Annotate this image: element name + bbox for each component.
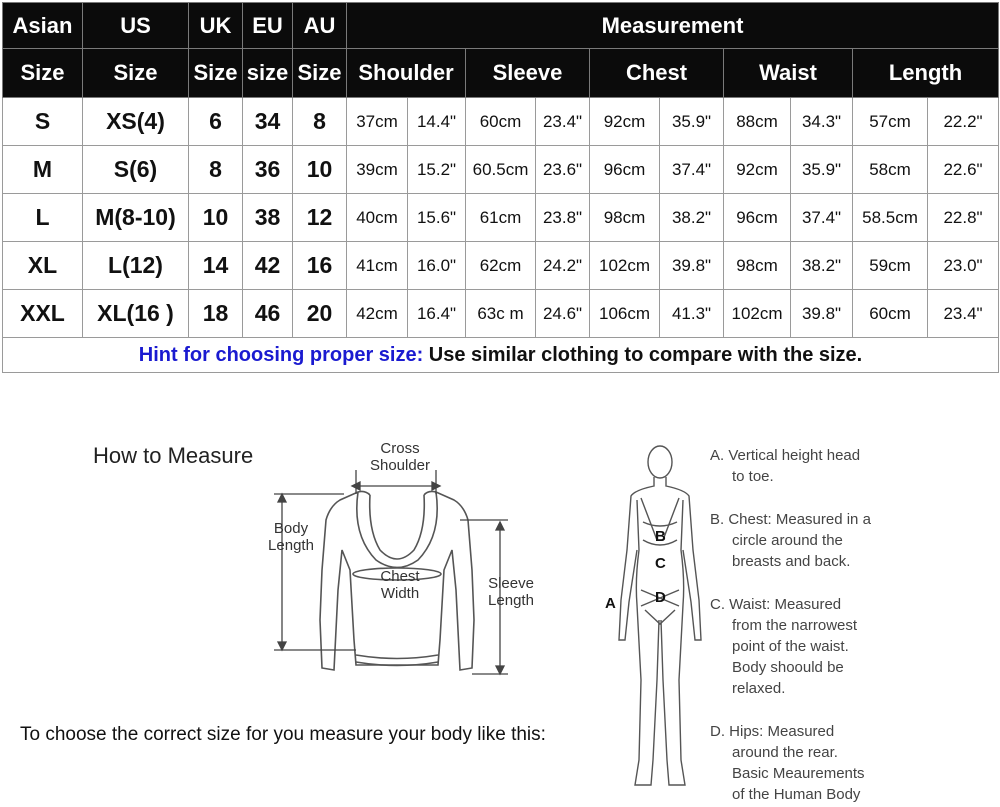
note-b xyxy=(710,509,871,572)
label-sleeve-length xyxy=(480,575,542,609)
cell-eu-size: 46 xyxy=(243,290,293,338)
cell-measurement: 23.8" xyxy=(536,194,590,242)
col-header-shoulder: Shoulder xyxy=(347,49,466,98)
cell-au-size: 12 xyxy=(293,194,347,242)
cell-uk-size: 14 xyxy=(189,242,243,290)
col-header-au: AU xyxy=(293,3,347,49)
body-letter-c: C xyxy=(655,555,666,572)
body-length-line2: Length xyxy=(268,537,314,554)
cell-asian-size: L xyxy=(3,194,83,242)
hint-row xyxy=(3,338,999,373)
col-header-sleeve: Sleeve xyxy=(466,49,590,98)
note-line: C. Waist: Measured xyxy=(710,596,842,613)
cell-measurement: 16.0" xyxy=(408,242,466,290)
cell-eu-size: 38 xyxy=(243,194,293,242)
note-line: of the Human Body xyxy=(732,786,861,803)
cell-measurement: 22.6" xyxy=(928,146,999,194)
col-header-asian: Asian xyxy=(3,3,83,49)
col-header-waist: Waist xyxy=(724,49,853,98)
hint-label: Hint for choosing proper size: xyxy=(138,343,424,366)
how-to-measure-title: How to Measure xyxy=(93,443,254,468)
note-line: B. Chest: Measured in a xyxy=(710,511,871,528)
cell-measurement: 98cm xyxy=(724,242,791,290)
cell-us-size: XL(16 ) xyxy=(83,290,189,338)
cell-measurement: 39.8" xyxy=(660,242,724,290)
table-row xyxy=(3,242,999,290)
header-row-2 xyxy=(3,49,999,98)
choose-size-instruction: To choose the correct size for you measure your body like this: xyxy=(20,724,546,745)
note-c xyxy=(710,594,857,699)
note-line: Basic Meaurements xyxy=(732,765,865,782)
col-header-uk: UK xyxy=(189,3,243,49)
note-line: around the rear. xyxy=(732,744,838,761)
cell-au-size: 16 xyxy=(293,242,347,290)
col-subheader-uk: Size xyxy=(189,49,243,98)
cell-measurement: 24.6" xyxy=(536,290,590,338)
col-subheader-us: Size xyxy=(83,49,189,98)
cell-measurement: 96cm xyxy=(590,146,660,194)
cell-asian-size: XL xyxy=(3,242,83,290)
note-line: from the narrowest xyxy=(732,617,858,634)
cell-measurement: 35.9" xyxy=(791,146,853,194)
sleeve-length-line2: Length xyxy=(488,592,534,609)
note-line: circle around the xyxy=(732,532,843,549)
cell-measurement: 60.5cm xyxy=(466,146,536,194)
cell-us-size: M(8-10) xyxy=(83,194,189,242)
hint-text: Use similar clothing to compare with the size. xyxy=(423,343,863,366)
cell-measurement: 106cm xyxy=(590,290,660,338)
note-line: point of the waist. xyxy=(732,638,849,655)
cell-eu-size: 34 xyxy=(243,98,293,146)
measurement-header: Measurement xyxy=(347,3,999,49)
cell-measurement: 22.2" xyxy=(928,98,999,146)
cell-measurement: 59cm xyxy=(853,242,928,290)
cell-measurement: 92cm xyxy=(590,98,660,146)
note-line: to toe. xyxy=(732,468,774,485)
label-chest-width xyxy=(370,568,430,602)
cross-shoulder-line1: Cross xyxy=(380,440,420,457)
table-row xyxy=(3,194,999,242)
cell-measurement: 63c m xyxy=(466,290,536,338)
cell-measurement: 57cm xyxy=(853,98,928,146)
cell-measurement: 24.2" xyxy=(536,242,590,290)
cell-measurement: 92cm xyxy=(724,146,791,194)
cell-measurement: 23.6" xyxy=(536,146,590,194)
table-row xyxy=(3,146,999,194)
chest-width-line1: Chest xyxy=(380,568,420,585)
note-line: breasts and back. xyxy=(732,553,851,570)
cell-asian-size: XXL xyxy=(3,290,83,338)
cell-measurement: 22.8" xyxy=(928,194,999,242)
body-letter-b: B xyxy=(655,528,666,545)
note-d xyxy=(710,721,865,805)
col-header-chest: Chest xyxy=(590,49,724,98)
cell-uk-size: 18 xyxy=(189,290,243,338)
label-cross-shoulder xyxy=(360,440,440,474)
cell-measurement: 34.3" xyxy=(791,98,853,146)
table-row xyxy=(3,98,999,146)
cell-measurement: 23.4" xyxy=(536,98,590,146)
note-a xyxy=(710,445,860,487)
cell-measurement: 98cm xyxy=(590,194,660,242)
col-header-eu: EU xyxy=(243,3,293,49)
cell-au-size: 10 xyxy=(293,146,347,194)
cell-measurement: 88cm xyxy=(724,98,791,146)
cell-measurement: 41.3" xyxy=(660,290,724,338)
sleeve-length-line1: Sleeve xyxy=(488,575,534,592)
cell-measurement: 96cm xyxy=(724,194,791,242)
size-chart-table xyxy=(2,2,999,373)
cell-uk-size: 10 xyxy=(189,194,243,242)
cell-measurement: 15.6" xyxy=(408,194,466,242)
cell-au-size: 8 xyxy=(293,98,347,146)
col-header-us: US xyxy=(83,3,189,49)
col-subheader-au: Size xyxy=(293,49,347,98)
cell-measurement: 62cm xyxy=(466,242,536,290)
col-subheader-eu: size xyxy=(243,49,293,98)
cell-au-size: 20 xyxy=(293,290,347,338)
cell-measurement: 41cm xyxy=(347,242,408,290)
cell-uk-size: 8 xyxy=(189,146,243,194)
cross-shoulder-line2: Shoulder xyxy=(369,457,431,474)
cell-us-size: S(6) xyxy=(83,146,189,194)
note-line: A. Vertical height head xyxy=(710,447,861,464)
cell-measurement: 37.4" xyxy=(791,194,853,242)
cell-uk-size: 6 xyxy=(189,98,243,146)
cell-measurement: 38.2" xyxy=(660,194,724,242)
cell-us-size: XS(4) xyxy=(83,98,189,146)
col-header-length: Length xyxy=(853,49,999,98)
cell-measurement: 58.5cm xyxy=(853,194,928,242)
cell-measurement: 60cm xyxy=(853,290,928,338)
cell-measurement: 16.4" xyxy=(408,290,466,338)
chest-width-line2: Width xyxy=(380,585,420,602)
cell-measurement: 38.2" xyxy=(791,242,853,290)
cell-measurement: 60cm xyxy=(466,98,536,146)
cell-eu-size: 36 xyxy=(243,146,293,194)
hint-cell xyxy=(3,338,999,373)
body-letter-d: D xyxy=(655,589,666,606)
cell-measurement: 39.8" xyxy=(791,290,853,338)
body-letter-a: A xyxy=(605,595,616,612)
human-body-diagram xyxy=(605,440,715,800)
cell-measurement: 23.0" xyxy=(928,242,999,290)
cell-measurement: 58cm xyxy=(853,146,928,194)
table-row xyxy=(3,290,999,338)
cell-measurement: 37.4" xyxy=(660,146,724,194)
cell-measurement: 102cm xyxy=(724,290,791,338)
label-body-length xyxy=(262,520,320,554)
cell-measurement: 39cm xyxy=(347,146,408,194)
note-line: Body shoould be xyxy=(732,659,844,676)
cell-measurement: 35.9" xyxy=(660,98,724,146)
garment-diagram xyxy=(260,440,560,690)
cell-asian-size: M xyxy=(3,146,83,194)
note-line: relaxed. xyxy=(732,680,786,697)
cell-eu-size: 42 xyxy=(243,242,293,290)
col-subheader-asian: Size xyxy=(3,49,83,98)
cell-us-size: L(12) xyxy=(83,242,189,290)
cell-measurement: 102cm xyxy=(590,242,660,290)
header-row-1 xyxy=(3,3,999,49)
cell-measurement: 15.2" xyxy=(408,146,466,194)
cell-measurement: 23.4" xyxy=(928,290,999,338)
cell-measurement: 61cm xyxy=(466,194,536,242)
cell-asian-size: S xyxy=(3,98,83,146)
note-line: D. Hips: Measured xyxy=(710,723,835,740)
cell-measurement: 37cm xyxy=(347,98,408,146)
body-length-line1: Body xyxy=(273,520,309,537)
cell-measurement: 42cm xyxy=(347,290,408,338)
cell-measurement: 40cm xyxy=(347,194,408,242)
cell-measurement: 14.4" xyxy=(408,98,466,146)
